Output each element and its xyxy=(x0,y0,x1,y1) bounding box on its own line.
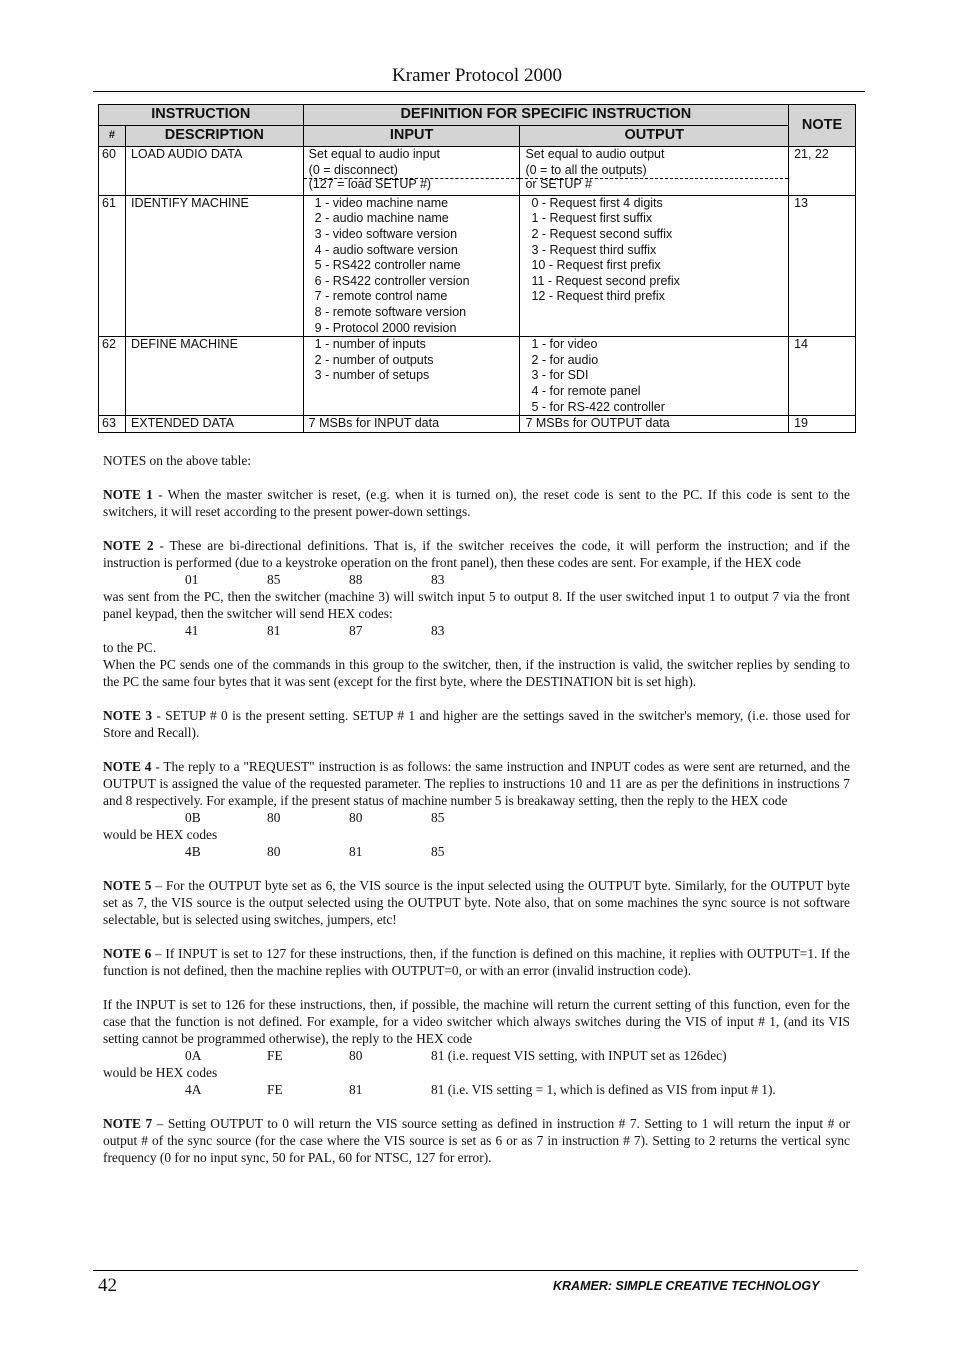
note-text: - These are bi-directional definitions. That is, if the switcher receives the code, it will perform the instruction; and if the instruction is performed (due to a keystroke operation on the front panel), then these codes are sent. For example, if the HEX code xyxy=(103,538,850,570)
hex-byte: 81 xyxy=(349,1082,363,1097)
note-label: NOTE 6 xyxy=(103,946,152,961)
output-line: 1 - Request first suffix xyxy=(531,211,653,226)
output-line: 2 - Request second suffix xyxy=(531,226,673,241)
hex-byte: 85 xyxy=(431,844,445,859)
note-label: NOTE 7 xyxy=(103,1116,153,1131)
note-text: – Setting OUTPUT to 0 will return the VIS source setting as defined in instruction # 7. Setting to 1 will return the input # or output # of the sync source (for the case where the VIS source is set as 6 or as 7 in instruction # 7). Setting to 2 returns the vertical sync frequency (0 for no input sync, 50 for PAL, 60 for NTSC, 127 for error). xyxy=(103,1116,850,1165)
hex-code-row xyxy=(103,571,850,588)
row-input xyxy=(303,147,520,196)
hex-code-row xyxy=(103,1047,850,1064)
output-line: 0 - Request first 4 digits xyxy=(531,195,663,210)
input-line: 4 - audio software version xyxy=(314,242,458,257)
hex-byte: 85 xyxy=(431,810,445,825)
header-output: OUTPUT xyxy=(520,126,789,147)
note-7 xyxy=(103,1115,850,1166)
output-line: 5 - for RS-422 controller xyxy=(531,399,665,414)
input-line: 1 - video machine name xyxy=(314,195,449,210)
notes-intro: NOTES on the above table: xyxy=(103,453,252,468)
notes-section xyxy=(103,452,850,1166)
row-description: IDENTIFY MACHINE xyxy=(125,195,303,336)
row-description: DEFINE MACHINE xyxy=(125,337,303,416)
output-line: Set equal to audio output xyxy=(525,147,665,161)
row-description: LOAD AUDIO DATA xyxy=(125,147,303,196)
page-header-title: Kramer Protocol 2000 xyxy=(392,65,562,86)
hex-code-row xyxy=(103,622,850,639)
hex-byte: 4B xyxy=(185,844,201,859)
header-instruction: INSTRUCTION xyxy=(99,105,304,126)
hex-byte: 80 xyxy=(349,1048,363,1063)
hex-byte: 85 xyxy=(267,572,281,587)
output-line: (0 = to all the outputs) xyxy=(525,162,647,177)
output-line: 1 - for video xyxy=(531,337,598,352)
row-note: 14 xyxy=(789,337,856,416)
row-output: 7 MSBs for OUTPUT data xyxy=(520,416,789,433)
row-output xyxy=(520,195,789,336)
note-label: NOTE 4 xyxy=(103,759,152,774)
table-row xyxy=(99,337,856,416)
note-label: NOTE 5 xyxy=(103,878,152,893)
row-input: 7 MSBs for INPUT data xyxy=(303,416,520,433)
input-line: 6 - RS422 controller version xyxy=(314,273,470,288)
output-line: 11 - Request second prefix xyxy=(531,273,680,288)
note-text: would be HEX codes xyxy=(103,827,218,842)
header-definition: DEFINITION FOR SPECIFIC INSTRUCTION xyxy=(303,105,788,126)
input-line: 2 - number of outputs xyxy=(314,352,434,367)
row-output xyxy=(520,147,789,196)
row-description: EXTENDED DATA xyxy=(125,416,303,433)
hex-byte: 81 (i.e. request VIS setting, with INPUT set as 126dec) xyxy=(431,1048,727,1063)
note-2 xyxy=(103,537,850,571)
input-line: 1 - number of inputs xyxy=(314,337,426,352)
row-input xyxy=(303,195,520,336)
note-label: NOTE 2 xyxy=(103,538,154,553)
input-line: 5 - RS422 controller name xyxy=(314,258,461,273)
hex-byte: 01 xyxy=(185,572,199,587)
input-line: 7 - remote control name xyxy=(314,289,448,304)
row-num: 63 xyxy=(99,416,126,433)
hex-code-row xyxy=(103,809,850,826)
footer-brand: KRAMER: SIMPLE CREATIVE TECHNOLOGY xyxy=(553,1279,820,1293)
input-line: 8 - remote software version xyxy=(314,304,467,319)
note-text: - When the master switcher is reset, (e.g. when it is turned on), the reset code is sent to the PC. If this code is sent to the switchers, it will reset according to the present power-down settings. xyxy=(103,487,850,519)
hex-byte: 83 xyxy=(431,623,445,638)
note-3 xyxy=(103,707,850,741)
row-num: 61 xyxy=(99,195,126,336)
output-line: 12 - Request third prefix xyxy=(531,289,665,304)
input-line: 3 - video software version xyxy=(314,226,458,241)
header-num: # xyxy=(99,126,126,147)
output-line: 4 - for remote panel xyxy=(531,383,641,398)
hex-byte: 80 xyxy=(267,844,281,859)
hex-byte: 81 (i.e. VIS setting = 1, which is defined as VIS from input # 1). xyxy=(431,1082,776,1097)
row-note: 19 xyxy=(789,416,856,433)
note-text: When the PC sends one of the commands in this group to the switcher, then, if the instruction is valid, the switcher replies by sending to the PC the same four bytes that it was sent (except for the first byte, where the DESTINATION bit is set high). xyxy=(103,657,850,689)
input-line: 2 - audio machine name xyxy=(314,211,449,226)
input-line: 3 - number of setups xyxy=(314,368,430,383)
input-line: 9 - Protocol 2000 revision xyxy=(314,320,457,335)
row-num: 62 xyxy=(99,337,126,416)
note-text: – For the OUTPUT byte set as 6, the VIS source is the input selected using the OUTPUT byte. Similarly, for the OUTPUT byte set as 7, the VIS source is the output selected using the OUTPUT byte. Note also, that on some machines the sync source is not software selectable, but is selected using switches, jumpers, etc! xyxy=(103,878,850,927)
hex-byte: FE xyxy=(267,1082,283,1097)
note-label: NOTE 1 xyxy=(103,487,153,502)
instruction-table xyxy=(98,104,856,433)
output-line: 3 - Request third suffix xyxy=(531,242,657,257)
note-6 xyxy=(103,945,850,979)
row-note: 21, 22 xyxy=(789,147,856,196)
page-number: 42 xyxy=(98,1275,117,1296)
note-text: If the INPUT is set to 126 for these instructions, then, if possible, the machine will return the current setting of this function, even for the case that the function is not defined. For example, for a video switcher which always switches during the VIS of input # 1, (and its VIS setting cannot be programmed otherwise), the reply to the HEX code xyxy=(103,997,850,1046)
header-note: NOTE xyxy=(789,105,856,147)
row-output xyxy=(520,337,789,416)
hex-byte: 81 xyxy=(267,623,281,638)
hex-byte: 88 xyxy=(349,572,363,587)
input-line: (0 = disconnect) xyxy=(308,162,398,177)
hex-byte: 80 xyxy=(267,810,281,825)
note-text: to the PC. xyxy=(103,640,157,655)
input-line: (127 = load SETUP #) xyxy=(308,177,432,192)
hex-byte: 0B xyxy=(185,810,201,825)
output-line: or SETUP # xyxy=(525,177,592,192)
hex-byte: 81 xyxy=(349,844,363,859)
output-line: 10 - Request first prefix xyxy=(531,258,661,273)
hex-byte: 4A xyxy=(185,1082,202,1097)
note-text: – If INPUT is set to 127 for these instructions, then, if the function is defined on this machine, it replies with OUTPUT=1. If the function is not defined, then the machine replies with OUTPUT=0, or with an error (invalid instruction code). xyxy=(103,946,850,978)
output-line: 2 - for audio xyxy=(531,352,599,367)
note-text: - SETUP # 0 is the present setting. SETUP # 1 and higher are the settings saved in the switcher's memory, (i.e. those used for Store and Recall). xyxy=(103,708,850,740)
row-note: 13 xyxy=(789,195,856,336)
hex-code-row xyxy=(103,1081,850,1098)
note-text: would be HEX codes xyxy=(103,1065,218,1080)
header-description: DESCRIPTION xyxy=(125,126,303,147)
output-line: 3 - for SDI xyxy=(531,368,589,383)
header-input: INPUT xyxy=(303,126,520,147)
input-line: Set equal to audio input xyxy=(308,147,441,161)
note-label: NOTE 3 xyxy=(103,708,153,723)
table-row xyxy=(99,147,856,196)
row-input xyxy=(303,337,520,416)
footer-rule xyxy=(93,1270,858,1271)
header-rule xyxy=(93,91,865,92)
hex-byte: FE xyxy=(267,1048,283,1063)
hex-code-row xyxy=(103,843,850,860)
hex-byte: 83 xyxy=(431,572,445,587)
hex-byte: 80 xyxy=(349,810,363,825)
table-row xyxy=(99,416,856,433)
note-text: was sent from the PC, then the switcher (machine 3) will switch input 5 to output 8. If the user switched input 1 to output 7 via the front panel keypad, then the switcher will send HEX codes: xyxy=(103,589,850,621)
note-text: - The reply to a "REQUEST" instruction is as follows: the same instruction and INPUT codes as were sent are returned, and the OUTPUT is assigned the value of the requested parameter. The replies to instructions 10 and 11 are as per the definitions in instructions 7 and 8 respectively. For example, if the present status of machine number 5 is breakaway setting, then the reply to the HEX code xyxy=(103,759,850,808)
hex-byte: 87 xyxy=(349,623,363,638)
note-5 xyxy=(103,877,850,928)
note-1 xyxy=(103,486,850,520)
note-4 xyxy=(103,758,850,809)
hex-byte: 41 xyxy=(185,623,199,638)
hex-byte: 0A xyxy=(185,1048,202,1063)
table-row xyxy=(99,195,856,336)
row-num: 60 xyxy=(99,147,126,196)
